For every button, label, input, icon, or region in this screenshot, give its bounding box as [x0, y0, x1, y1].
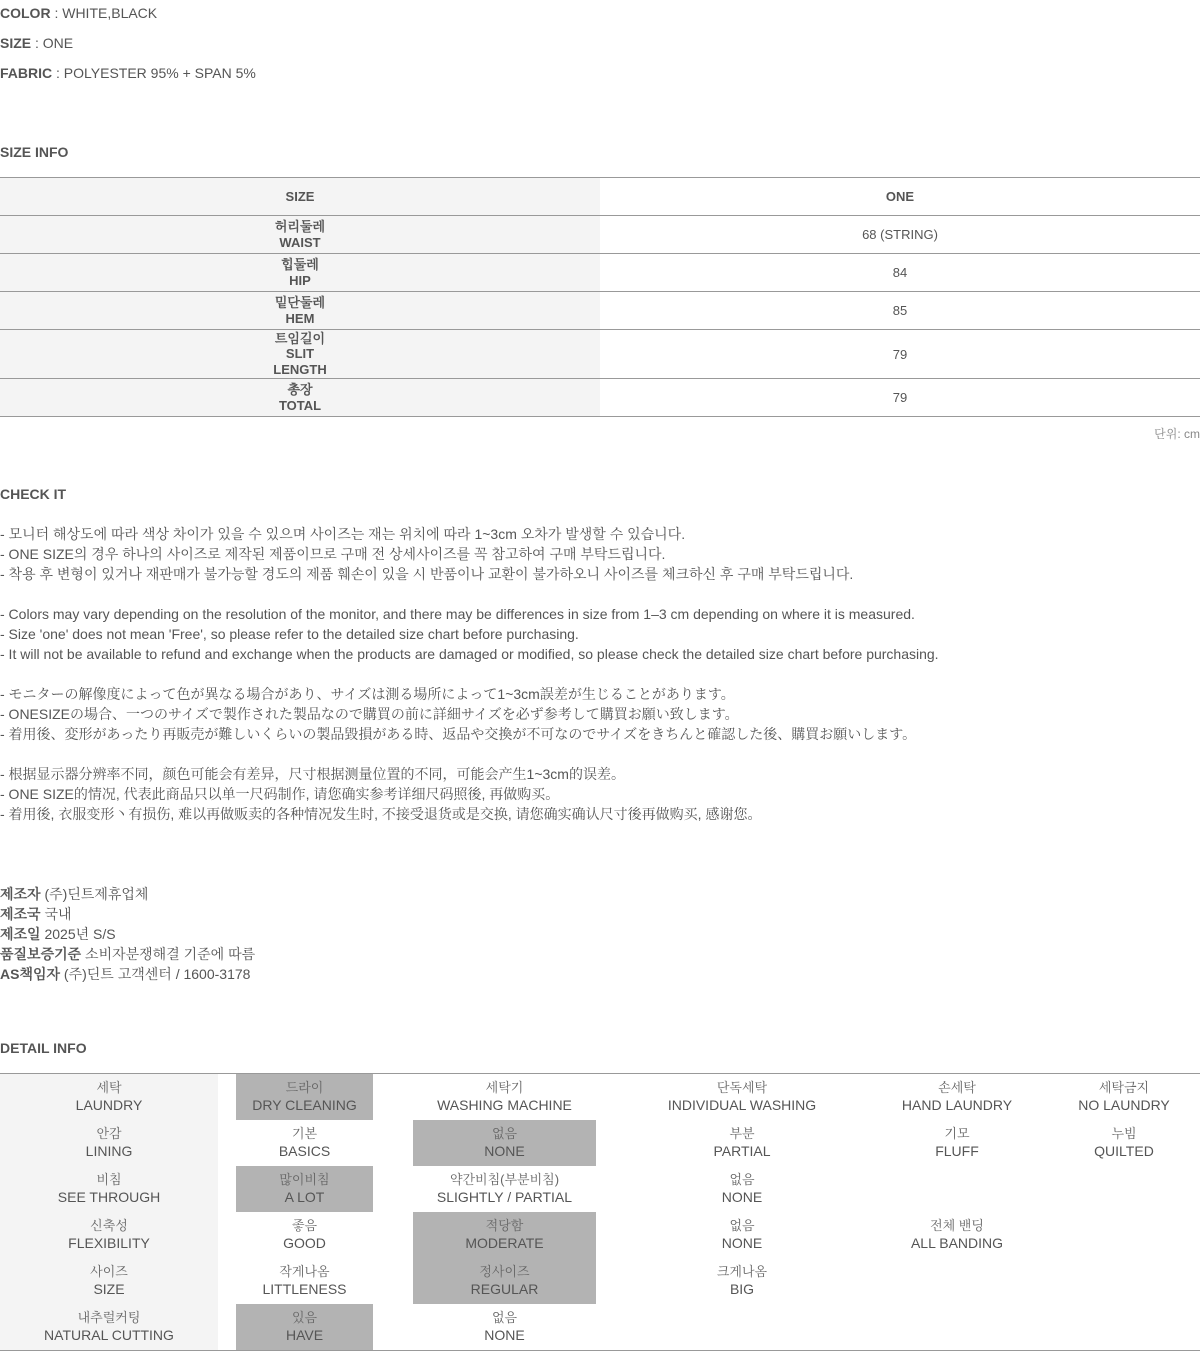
detail-option-ko: 부분: [729, 1126, 755, 1141]
maker-row: [0, 884, 255, 904]
detail-label-en: LAUNDRY: [75, 1097, 143, 1113]
check-it-line: - 모니터 해상도에 따라 색상 차이가 있을 수 있으며 사이즈는 재는 위치에 따라 1~3cm 오차가 발생할 수 있습니다.: [0, 526, 686, 542]
detail-row-label: [0, 1258, 218, 1304]
size-row-value: 79: [892, 390, 908, 405]
size-label-en: TOTAL: [278, 397, 322, 413]
size-label-en: HEM: [285, 310, 315, 326]
check-it-japanese: [0, 684, 916, 744]
check-it-chinese: [0, 764, 761, 824]
size-row-waist: [0, 216, 1200, 254]
detail-option: [236, 1258, 373, 1304]
size-row-label: [0, 292, 600, 329]
detail-option-en: REGULAR: [470, 1281, 539, 1297]
detail-option: [1048, 1120, 1200, 1166]
detail-option-selected: [236, 1166, 373, 1212]
detail-option-ko: 정사이즈: [479, 1264, 530, 1279]
detail-option-ko: 있음: [291, 1310, 318, 1325]
detail-label-ko: 세탁: [96, 1080, 122, 1095]
detail-option-selected: [236, 1074, 373, 1120]
detail-option-ko: 드라이: [285, 1080, 324, 1095]
size-row-hip: [0, 254, 1200, 292]
size-row-label: [0, 216, 600, 253]
detail-label-en: SIZE: [93, 1281, 125, 1297]
size-info-title: SIZE INFO: [0, 144, 69, 160]
maker-value: 국내: [40, 906, 72, 922]
detail-option-en: LITTLENESS: [262, 1281, 347, 1297]
maker-value: 2025년 S/S: [40, 926, 116, 942]
detail-option-selected: [413, 1120, 596, 1166]
check-it-line: - It will not be available to refund and exchange when the products are damaged or modified, so please check the detailed size chart before purchasing.: [0, 646, 939, 662]
maker-value: 소비자분쟁해결 기준에 따름: [81, 946, 256, 962]
detail-row-label: [0, 1074, 218, 1120]
size-row-hem: [0, 292, 1200, 330]
detail-option-ko: 없음: [729, 1218, 755, 1233]
spec-label: SIZE: [0, 35, 32, 51]
detail-option: [887, 1120, 1027, 1166]
detail-option-ko: 전체 밴딩: [930, 1218, 984, 1233]
detail-option-en: WASHING MACHINE: [437, 1097, 572, 1113]
maker-label: 품질보증기준: [0, 946, 82, 962]
detail-label-ko: 안감: [96, 1126, 122, 1141]
check-it-line: - Size 'one' does not mean 'Free', so please refer to the detailed size chart before purchasing.: [0, 626, 579, 642]
detail-option-en: GOOD: [283, 1235, 326, 1251]
detail-label-en: NATURAL CUTTING: [44, 1327, 174, 1343]
detail-option-ko: 없음: [729, 1172, 755, 1187]
size-label-ko: 트임길이: [274, 330, 326, 346]
size-label-en: WAIST: [279, 234, 321, 250]
detail-option-en: MODERATE: [465, 1235, 544, 1251]
detail-option: [413, 1166, 596, 1212]
detail-option-en: NONE: [484, 1327, 525, 1343]
maker-value: (주)딘트제휴업체: [40, 886, 149, 902]
detail-option-en: NO LAUNDRY: [1078, 1097, 1170, 1113]
detail-option-en: PARTIAL: [713, 1143, 771, 1159]
size-row-value: 79: [892, 346, 908, 362]
maker-row: [0, 964, 255, 984]
spec-label: FABRIC: [0, 65, 53, 81]
detail-option-ko: 없음: [491, 1310, 518, 1325]
detail-label-en: SEE THROUGH: [57, 1189, 161, 1205]
check-it-line: - モニターの解像度によって色が異なる場合があり、サイズは測る場所によって1~3cm誤差が生じることがあります。: [0, 686, 735, 702]
detail-option-en: FLUFF: [935, 1143, 979, 1159]
check-it-line: - 着用後、変形があったり再販売が難しいくらいの製品毀損がある時、返品や交換が不可なのでサイズをきちんと確認した後、購買お願いします。: [0, 726, 917, 742]
detail-row-label: [0, 1212, 218, 1258]
detail-option-ko: 손세탁: [938, 1080, 976, 1095]
detail-option-ko: 단독세탁: [716, 1080, 768, 1095]
check-it-line: - ONESIZEの場合、一つのサイズで製作された製品なので購買の前に詳細サイズを必ず参考して購買お願い致します。: [0, 706, 739, 722]
detail-option: [887, 1212, 1027, 1258]
detail-option-en: NONE: [484, 1143, 525, 1159]
detail-info-title: DETAIL INFO: [0, 1040, 87, 1056]
detail-option-ko: 적당함: [485, 1218, 524, 1233]
detail-label-en: LINING: [85, 1143, 133, 1159]
size-row-value: 85: [892, 303, 908, 318]
detail-row-label: [0, 1304, 218, 1350]
detail-option-ko: 기모: [944, 1126, 970, 1141]
detail-option-en: SLIGHTLY / PARTIAL: [436, 1189, 573, 1205]
detail-option-en: INDIVIDUAL WASHING: [667, 1097, 817, 1113]
detail-option-ko: 기본: [291, 1126, 318, 1141]
detail-option-selected: [413, 1258, 596, 1304]
detail-option-en: DRY CLEANING: [252, 1097, 357, 1113]
detail-row: [0, 1166, 1200, 1212]
size-row-label: [0, 254, 600, 291]
maker-label: 제조국: [0, 906, 41, 922]
detail-label-en: FLEXIBILITY: [68, 1235, 150, 1251]
maker-row: [0, 944, 255, 964]
check-it-line: - 착용 후 변형이 있거나 재판매가 불가능할 경도의 제품 훼손이 있을 시 반품이나 교환이 불가하오니 사이즈를 체크하신 후 구매 부탁드립니다.: [0, 566, 854, 582]
spec-value: : ONE: [31, 35, 74, 51]
size-label-ko: 총장: [287, 382, 313, 397]
maker-value: (주)딘트 고객센터 / 1600-3178: [60, 966, 251, 982]
size-label-en: SLIT: [285, 346, 315, 362]
spec-value: : POLYESTER 95% + SPAN 5%: [52, 65, 256, 81]
detail-row-label: [0, 1166, 218, 1212]
detail-row: [0, 1120, 1200, 1166]
detail-option-en: HAVE: [285, 1327, 324, 1343]
size-row-label: [0, 379, 600, 416]
detail-option-ko: 없음: [491, 1126, 518, 1141]
detail-row: [0, 1074, 1200, 1120]
detail-row: [0, 1304, 1200, 1350]
check-it-line: - Colors may vary depending on the resolution of the monitor, and there may be differences in size from 1–3 cm depending on where it is measured.: [0, 606, 915, 622]
size-row-value: 84: [892, 265, 908, 280]
detail-row: [0, 1258, 1200, 1304]
size-table-header: [0, 178, 1200, 216]
detail-option-ko: 누빔: [1111, 1126, 1137, 1141]
spec-label: COLOR: [0, 5, 51, 21]
detail-option-en: NONE: [721, 1189, 763, 1205]
check-it-title: CHECK IT: [0, 486, 67, 502]
size-row-slit-length: [0, 330, 1200, 379]
detail-option-en: NONE: [721, 1235, 763, 1251]
detail-label-ko: 신축성: [90, 1218, 128, 1233]
detail-label-ko: 사이즈: [90, 1264, 128, 1279]
detail-option: [236, 1212, 373, 1258]
detail-option: [1048, 1074, 1200, 1120]
detail-option-en: BIG: [729, 1281, 755, 1297]
detail-option-en: ALL BANDING: [910, 1235, 1004, 1251]
detail-option: [413, 1074, 596, 1120]
spec-size: [0, 35, 73, 51]
detail-option-ko: 세탁기: [485, 1080, 524, 1095]
maker-label: 제조일: [0, 926, 41, 942]
check-it-english: [0, 604, 939, 664]
detail-option: [596, 1258, 888, 1304]
check-it-line: - ONE SIZE의 경우 하나의 사이즈로 제작된 제품이므로 구매 전 상세사이즈를 꼭 참고하여 구매 부탁드립니다.: [0, 546, 666, 562]
size-row-label: [0, 330, 600, 378]
size-unit-note: 단위: cm: [1154, 427, 1200, 441]
size-row-total: [0, 379, 1200, 417]
detail-row: [0, 1212, 1200, 1258]
detail-option-en: HAND LAUNDRY: [901, 1097, 1013, 1113]
spec-value: : WHITE,BLACK: [50, 5, 158, 21]
detail-option-en: A LOT: [284, 1189, 325, 1205]
detail-option: [413, 1304, 596, 1350]
size-row-value: 68 (STRING): [862, 227, 938, 242]
detail-option-ko: 약간비침(부분비침): [449, 1172, 560, 1187]
size-label-ko: 밑단둘레: [274, 295, 326, 310]
size-label-ko: 허리둘레: [274, 219, 326, 234]
check-it-line: - ONE SIZE的情况, 代表此商品只以单一尺码制作, 请您确实参考详细尺码照後, 再做购买。: [0, 786, 560, 802]
size-label-en: LENGTH: [273, 361, 327, 377]
maker-label: 제조자: [0, 886, 41, 902]
detail-table: [0, 1073, 1200, 1351]
size-label-ko: 힙둘레: [281, 257, 319, 272]
detail-option: [236, 1120, 373, 1166]
maker-row: [0, 924, 255, 944]
detail-option-en: BASICS: [278, 1143, 331, 1159]
detail-option-ko: 크게나옴: [716, 1264, 768, 1279]
detail-option: [887, 1074, 1027, 1120]
detail-option-ko: 세탁금지: [1098, 1080, 1150, 1095]
detail-row-label: [0, 1120, 218, 1166]
detail-option-en: QUILTED: [1094, 1143, 1154, 1159]
size-header-label: SIZE: [0, 178, 600, 215]
detail-option-selected: [413, 1212, 596, 1258]
detail-option-selected: [236, 1304, 373, 1350]
detail-option: [596, 1074, 888, 1120]
maker-info: [0, 884, 255, 984]
detail-option-ko: 많이비침: [279, 1172, 330, 1187]
maker-label: AS책임자: [0, 966, 61, 982]
spec-color: [0, 5, 157, 21]
detail-label-ko: 비침: [96, 1172, 122, 1187]
detail-option: [596, 1166, 888, 1212]
spec-fabric: [0, 65, 256, 81]
detail-option: [596, 1120, 888, 1166]
detail-option: [596, 1212, 888, 1258]
size-label-en: HIP: [289, 272, 311, 288]
check-it-line: - 根据显示器分辨率不同，颜色可能会有差异，尺寸根据测量位置的不同，可能会产生1~3cm的误差。: [0, 766, 625, 782]
detail-option-ko: 좋음: [291, 1218, 318, 1233]
check-it-korean: [0, 524, 853, 584]
size-header-value: ONE: [885, 189, 915, 204]
maker-row: [0, 904, 255, 924]
detail-option-ko: 작게나옴: [279, 1264, 330, 1279]
check-it-line: - 着用後, 衣服变形丶有损伤, 难以再做贩卖的各种情况发生时, 不接受退货或是交换, 请您确实确认尺寸後再做购买, 感谢您。: [0, 806, 762, 822]
size-table: [0, 177, 1200, 417]
detail-label-ko: 내추럴커팅: [77, 1310, 141, 1325]
